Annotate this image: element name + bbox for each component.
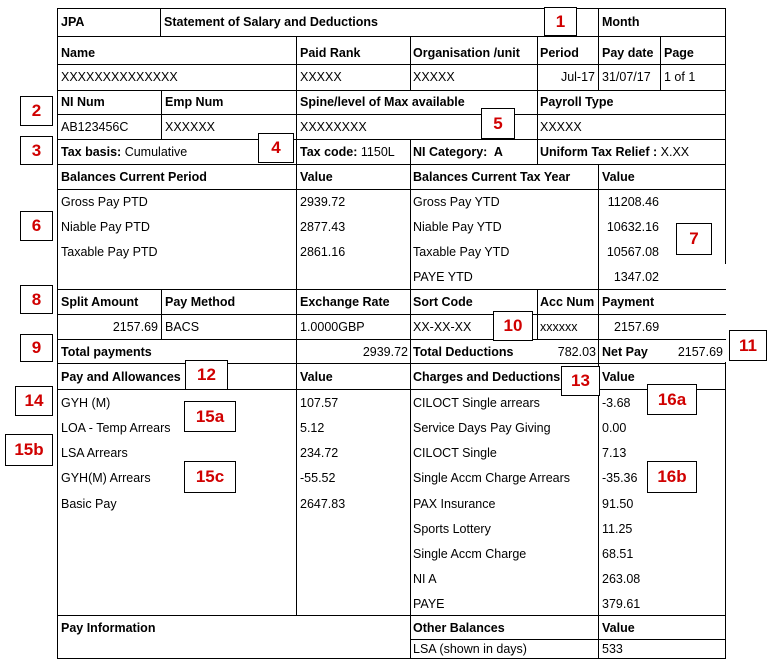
list-item: PAYE YTD <box>413 270 473 284</box>
annotation-9: 9 <box>20 334 53 362</box>
period-label: Period <box>540 46 579 60</box>
annotation-6: 6 <box>20 211 53 241</box>
name-value: XXXXXXXXXXXXXX <box>61 70 178 84</box>
ni-category-value: A <box>493 145 503 159</box>
lsa-label: LSA (shown in days) <box>413 642 527 656</box>
annotation-7: 7 <box>676 223 712 255</box>
table-row-value: -35.36 <box>602 471 638 485</box>
balances-period-value-header: Value <box>300 170 333 184</box>
name-label: Name <box>61 46 96 60</box>
total-deductions-label: Total Deductions <box>413 345 514 359</box>
payment-label: Payment <box>602 295 655 309</box>
tax-code-value: 1150L <box>360 145 395 159</box>
acc-num-label: Acc Num <box>540 295 595 309</box>
pay-date-value: 31/07/17 <box>602 70 651 84</box>
jpa-label: JPA <box>61 15 85 29</box>
exchange-rate-value: 1.0000GBP <box>300 320 365 334</box>
balances-year-header: Balances Current Tax Year <box>413 170 571 184</box>
month-label: Month <box>602 15 640 29</box>
ni-num-value: AB123456C <box>61 120 129 134</box>
table-row-value: 68.51 <box>602 547 634 561</box>
annotation-13: 13 <box>561 366 600 396</box>
annotation-10: 10 <box>493 311 533 341</box>
list-item-value: 10632.16 <box>606 220 659 234</box>
total-payments-value: 2939.72 <box>362 345 408 359</box>
uniform-tax-label: Uniform Tax Relief : <box>540 145 658 159</box>
table-row-value: 2647.83 <box>300 497 346 511</box>
sort-code-label: Sort Code <box>413 295 473 309</box>
annotation-14: 14 <box>15 386 53 416</box>
annotation-11: 11 <box>729 330 767 361</box>
emp-num-value: XXXXXX <box>165 120 216 134</box>
ni-category <box>413 144 503 160</box>
table-row: LOA - Temp Arrears <box>61 421 171 435</box>
statement-title: Statement of Salary and Deductions <box>164 15 378 29</box>
organisation-value: XXXXX <box>413 70 455 84</box>
table-row: Single Accm Charge <box>413 547 527 561</box>
sort-code-value: XX-XX-XX <box>413 320 472 334</box>
table-row-value: -3.68 <box>602 396 631 410</box>
tax-basis <box>61 144 187 160</box>
table-row: Single Accm Charge Arrears <box>413 471 571 485</box>
table-row: Basic Pay <box>61 497 117 511</box>
table-row: Service Days Pay Giving <box>413 421 551 435</box>
pay-method-value: BACS <box>165 320 200 334</box>
net-pay-value: 2157.69 <box>677 345 723 359</box>
pay-information-label: Pay Information <box>61 621 156 635</box>
tax-code-label: Tax code: <box>300 145 358 159</box>
annotation-15c: 15c <box>184 461 236 493</box>
other-balances-label: Other Balances <box>413 621 505 635</box>
list-item-value: 10567.08 <box>606 245 659 259</box>
table-row-value: 7.13 <box>602 446 627 460</box>
table-row-value: 0.00 <box>602 421 627 435</box>
annotation-16a: 16a <box>647 384 697 415</box>
list-item: Gross Pay YTD <box>413 195 500 209</box>
page-value: 1 of 1 <box>664 70 696 84</box>
table-row-value: -55.52 <box>300 471 336 485</box>
period-value: Jul-17 <box>560 70 595 84</box>
annotation-8: 8 <box>20 285 53 314</box>
paid-rank-label: Paid Rank <box>300 46 361 60</box>
split-amount-value: 2157.69 <box>112 320 158 334</box>
ni-num-label: NI Num <box>61 95 105 109</box>
table-row-value: 5.12 <box>300 421 325 435</box>
exchange-rate-label: Exchange Rate <box>300 295 390 309</box>
organisation-label: Organisation /unit <box>413 46 520 60</box>
payroll-type-value: XXXXX <box>540 120 582 134</box>
list-item-value: 11208.46 <box>607 195 659 209</box>
table-row-value: 11.25 <box>602 522 633 536</box>
paid-rank-value: XXXXX <box>300 70 342 84</box>
list-item: Niable Pay YTD <box>413 220 502 234</box>
allowances-header: Pay and Allowances <box>61 370 181 384</box>
list-item: Gross Pay PTD <box>61 195 148 209</box>
other-balances-value-header: Value <box>602 621 635 635</box>
uniform-tax-value: X.XX <box>660 145 690 159</box>
emp-num-label: Emp Num <box>165 95 224 109</box>
tax-basis-label: Tax basis: <box>61 145 122 159</box>
deductions-header: Charges and Deductions <box>413 370 561 384</box>
annotation-2: 2 <box>20 96 53 126</box>
annotation-15b: 15b <box>5 434 53 466</box>
annotation-3: 3 <box>20 136 53 165</box>
list-item-value: 2861.16 <box>300 245 346 259</box>
page-label: Page <box>664 46 694 60</box>
pay-date-label: Pay date <box>602 46 654 60</box>
annotation-16b: 16b <box>647 461 697 493</box>
annotation-1: 1 <box>544 7 577 36</box>
net-pay-label: Net Pay <box>602 345 648 359</box>
table-row: CILOCT Single <box>413 446 497 460</box>
lsa-value: 533 <box>602 642 623 656</box>
table-row: PAX Insurance <box>413 497 496 511</box>
table-row-value: 379.61 <box>602 597 641 611</box>
spine-value: XXXXXXXX <box>300 120 367 134</box>
list-item: Niable Pay PTD <box>61 220 150 234</box>
table-row-value: 107.57 <box>300 396 339 410</box>
ni-category-label: NI Category: <box>413 145 488 159</box>
annotation-4: 4 <box>258 133 294 163</box>
list-item-value: 2939.72 <box>300 195 346 209</box>
uniform-tax-relief <box>540 144 689 160</box>
table-row: NI A <box>413 572 437 586</box>
spine-label: Spine/level of Max available <box>300 95 465 109</box>
table-row-value: 263.08 <box>602 572 641 586</box>
table-row: GYH(M) Arrears <box>61 471 151 485</box>
total-deductions-value: 782.03 <box>557 345 596 359</box>
tax-code <box>300 144 395 160</box>
balances-year-value-header: Value <box>602 170 635 184</box>
deductions-value-header: Value <box>602 370 635 384</box>
annotation-5: 5 <box>481 108 515 139</box>
table-row: GYH (M) <box>61 396 111 410</box>
pay-method-label: Pay Method <box>165 295 236 309</box>
payment-value: 2157.69 <box>614 320 660 334</box>
total-payments-label: Total payments <box>61 345 152 359</box>
annotation-15a: 15a <box>184 401 236 432</box>
balances-period-header: Balances Current Period <box>61 170 207 184</box>
table-row: Sports Lottery <box>413 522 491 536</box>
table-row-value: 234.72 <box>300 446 339 460</box>
list-item: Taxable Pay YTD <box>413 245 510 259</box>
acc-num-value: xxxxxx <box>540 320 578 334</box>
table-row-value: 91.50 <box>602 497 634 511</box>
table-row: LSA Arrears <box>61 446 128 460</box>
annotation-12: 12 <box>185 360 228 390</box>
list-item-value: 2877.43 <box>300 220 346 234</box>
list-item-value: 1347.02 <box>613 270 659 284</box>
table-row: CILOCT Single arrears <box>413 396 540 410</box>
tax-basis-value: Cumulative <box>124 145 188 159</box>
payroll-type-label: Payroll Type <box>540 95 614 109</box>
table-row: PAYE <box>413 597 445 611</box>
split-amount-label: Split Amount <box>61 295 139 309</box>
list-item: Taxable Pay PTD <box>61 245 158 259</box>
allowances-value-header: Value <box>300 370 333 384</box>
